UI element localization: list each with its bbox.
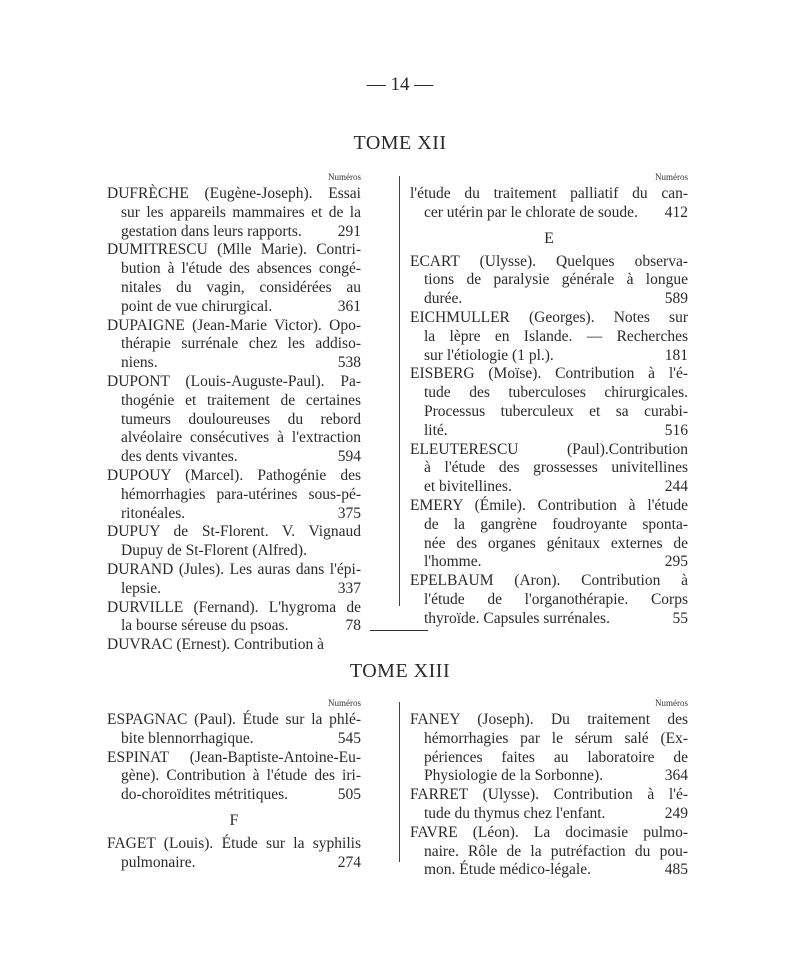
entry-line: hémorrhagies par le sérum salé (Ex- bbox=[424, 729, 688, 747]
numeros-label: Numéros bbox=[655, 172, 688, 182]
entry-heading-line: FANEY (Joseph). Du traitement des bbox=[410, 711, 688, 728]
entry-line: cer utérin par le chlorate de soude. bbox=[424, 203, 638, 221]
entry-heading-line: ESPINAT (Jean-Baptiste-Antoine-Eu- bbox=[107, 748, 361, 766]
index-entry bbox=[107, 467, 361, 523]
entry-line: l'homme. bbox=[424, 553, 482, 571]
index-entry bbox=[107, 636, 361, 655]
entry-line: l'étude de l'organothérapie. Corps bbox=[424, 590, 688, 608]
column-divider bbox=[399, 702, 400, 862]
page-number: — 14 — bbox=[366, 74, 434, 95]
section-letter: E bbox=[544, 229, 554, 247]
entry-line: tude du thymus chez l'enfant. bbox=[424, 804, 606, 822]
entry-number: 412 bbox=[664, 203, 688, 221]
entry-line: bution à l'étude des absences congé- bbox=[121, 260, 361, 278]
index-entry bbox=[107, 523, 361, 561]
entry-line: la bourse séreuse du psoas. bbox=[121, 617, 289, 635]
entry-heading-line: EMERY (Émile). Contribution à l'étude bbox=[410, 496, 688, 514]
entry-line: thogénie et traitement de certaines bbox=[121, 391, 361, 409]
entry-heading-line: DUPUY de St-Florent. V. Vignaud bbox=[107, 523, 361, 541]
index-entry bbox=[410, 497, 688, 572]
entry-line: hémorrhagies para-utérines sous-pé- bbox=[121, 485, 361, 503]
index-entry bbox=[410, 185, 688, 223]
entry-line: gestation dans leurs rapports. bbox=[121, 222, 302, 240]
index-entry bbox=[410, 711, 688, 786]
entry-line: sur l'étiologie (1 pl.). bbox=[424, 346, 554, 364]
tome-xiii-title: TOME XIII bbox=[349, 660, 451, 682]
entry-line: nitales du vagin, considérées au bbox=[121, 278, 361, 296]
entry-line: mon. Étude médico-légale. bbox=[424, 861, 591, 879]
tome-xiii-right-column bbox=[410, 697, 688, 880]
entry-line: pulmonaire. bbox=[121, 853, 196, 871]
index-entry bbox=[107, 185, 361, 241]
entry-line: Physiologie de la Sorbonne). bbox=[424, 767, 604, 785]
entry-line: lité. bbox=[424, 421, 448, 439]
tome-xii-right-column bbox=[410, 171, 688, 629]
entry-number: 249 bbox=[664, 804, 688, 822]
entry-number: 545 bbox=[337, 729, 361, 747]
entry-number: 295 bbox=[664, 553, 688, 571]
index-entry bbox=[410, 786, 688, 824]
section-letter: F bbox=[229, 811, 239, 829]
entry-line: de la gangrène foudroyante sponta- bbox=[424, 515, 688, 533]
entry-heading-line: DUMITRESCU (Mlle Marie). Contri- bbox=[107, 241, 361, 259]
entry-line: ritonéales. bbox=[121, 504, 186, 522]
entry-line: et bivitellines. bbox=[424, 478, 512, 496]
tome-xii-left-column bbox=[107, 171, 361, 655]
entry-heading-line: DUFRÈCHE (Eugène-Joseph). Essai bbox=[107, 185, 361, 202]
entry-line: alvéolaire consécutives à l'extraction bbox=[121, 429, 361, 447]
index-entry bbox=[107, 599, 361, 637]
entry-line: née des organes génitaux externes de bbox=[424, 534, 688, 552]
entry-number: 274 bbox=[337, 853, 361, 871]
entry-heading-line: DURAND (Jules). Les auras dans l'épi- bbox=[107, 560, 361, 578]
entry-number: 337 bbox=[337, 579, 361, 597]
entry-number: 375 bbox=[337, 504, 361, 522]
index-entry bbox=[107, 317, 361, 373]
index-entry bbox=[107, 749, 361, 805]
entry-line: tions de paralysie générale à longue bbox=[424, 271, 688, 289]
entry-number: 291 bbox=[337, 222, 361, 240]
entry-number: 538 bbox=[337, 354, 361, 372]
entry-line: tude des tuberculoses chirurgicales. bbox=[424, 384, 688, 402]
entry-number: 361 bbox=[337, 297, 361, 315]
entry-line: des dents vivantes. bbox=[121, 448, 238, 466]
index-entry bbox=[410, 441, 688, 497]
entry-number: 244 bbox=[664, 478, 688, 496]
entry-line: bite blennorrhagique. bbox=[121, 729, 254, 747]
entry-line: point de vue chirurgical. bbox=[121, 297, 273, 315]
entry-heading-line: DUPOUY (Marcel). Pathogénie des bbox=[107, 466, 361, 484]
entry-heading-line: EISBERG (Moïse). Contribution à l'é- bbox=[410, 365, 688, 383]
column-divider bbox=[399, 176, 400, 606]
entry-number: 78 bbox=[345, 617, 361, 635]
entry-line: niens. bbox=[121, 354, 158, 372]
entry-line: tumeurs douloureuses du rebord bbox=[121, 410, 361, 428]
tome-xii-title: TOME XII bbox=[353, 132, 447, 154]
numeros-label: Numéros bbox=[328, 698, 361, 708]
index-entry bbox=[107, 373, 361, 467]
entry-line: gène). Contribution à l'étude des iri- bbox=[121, 767, 361, 785]
index-entry bbox=[107, 241, 361, 316]
entry-number: 589 bbox=[664, 290, 688, 308]
entry-number: 516 bbox=[664, 421, 688, 439]
entry-line: naire. Rôle de la putréfaction du pou- bbox=[424, 842, 688, 860]
entry-heading-line: EPELBAUM (Aron). Contribution à bbox=[410, 572, 688, 590]
index-entry bbox=[410, 824, 688, 880]
entry-number: 485 bbox=[664, 861, 688, 879]
index-entry bbox=[107, 711, 361, 749]
entry-heading-line: EICHMULLER (Georges). Notes sur bbox=[410, 308, 688, 326]
entry-heading-line: FAVRE (Léon). La docimasie pulmo- bbox=[410, 823, 688, 841]
entry-line: lepsie. bbox=[121, 579, 162, 597]
entry-line: la lèpre en Islande. — Recherches bbox=[424, 327, 688, 345]
entry-heading-line: DURVILLE (Fernand). L'hygroma de bbox=[107, 598, 361, 616]
entry-heading-line: ESPAGNAC (Paul). Étude sur la phlé- bbox=[107, 711, 361, 728]
entry-heading-line: ECART (Ulysse). Quelques observa- bbox=[410, 252, 688, 270]
index-entry bbox=[410, 309, 688, 365]
entry-line: sur les appareils mammaires et de la bbox=[121, 203, 361, 221]
index-entry bbox=[107, 561, 361, 599]
entry-line: Processus tuberculeux et sa curabi- bbox=[424, 402, 688, 420]
entry-line: à l'étude des grossesses univitellines bbox=[424, 459, 688, 477]
entry-line: durée. bbox=[424, 290, 463, 308]
index-entry bbox=[107, 835, 361, 873]
numeros-label: Numéros bbox=[655, 698, 688, 708]
index-entry bbox=[410, 365, 688, 440]
entry-line: thérapie surrénale chez les addiso- bbox=[121, 335, 361, 353]
entry-line: thyroïde. Capsules surrénales. bbox=[424, 609, 610, 627]
entry-line: do-choroïdites métritiques. bbox=[121, 786, 289, 804]
entry-heading-line: FARRET (Ulysse). Contribution à l'é- bbox=[410, 786, 688, 804]
entry-line: Dupuy de St-Florent (Alfred). bbox=[121, 542, 307, 560]
entry-number: 181 bbox=[664, 346, 688, 364]
entry-number: 364 bbox=[664, 767, 688, 785]
tome-xiii-left-column bbox=[107, 697, 361, 873]
entry-heading-line: FAGET (Louis). Étude sur la syphilis bbox=[107, 834, 361, 852]
numeros-label: Numéros bbox=[328, 172, 361, 182]
index-entry bbox=[410, 572, 688, 628]
entry-heading-line: DUPAIGNE (Jean-Marie Victor). Opo- bbox=[107, 316, 361, 334]
entry-line: périences faites au laboratoire de bbox=[424, 748, 688, 766]
index-entry bbox=[410, 253, 688, 309]
entry-number: 505 bbox=[337, 786, 361, 804]
entry-heading-line: l'étude du traitement palliatif du can- bbox=[410, 185, 688, 202]
entry-heading-line: DUPONT (Louis-Auguste-Paul). Pa- bbox=[107, 372, 361, 390]
entry-number: 594 bbox=[337, 448, 361, 466]
entry-heading-line: ELEUTERESCU (Paul).Contribution bbox=[410, 440, 688, 458]
entry-heading-line: DUVRAC (Ernest). Contribution à bbox=[107, 636, 324, 654]
entry-number: 55 bbox=[672, 609, 688, 627]
section-rule bbox=[370, 630, 428, 631]
